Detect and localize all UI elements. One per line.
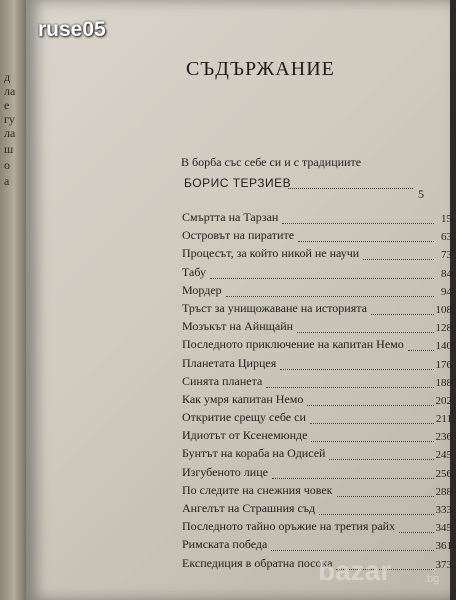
toc-page-number: 245 xyxy=(435,449,452,462)
toc-leader-dots xyxy=(311,441,434,442)
toc-leader-dots xyxy=(310,423,434,424)
spine-fragment: а xyxy=(4,174,10,188)
toc-title: Ангелът на Страшния съд xyxy=(182,501,316,515)
toc-row xyxy=(182,392,452,410)
toc-leader-dots xyxy=(272,478,434,479)
toc-title: Как умря капитан Немо xyxy=(182,391,304,406)
toc-page-number: 345 xyxy=(435,522,452,535)
toc-row xyxy=(182,428,452,446)
spine-fragment: ла xyxy=(4,126,16,140)
intro-page-number: 5 xyxy=(418,187,424,201)
toc-page-number: 236 xyxy=(435,431,452,444)
spine-fragment: е xyxy=(4,98,10,112)
toc-title: Последното приключение на капитан Немо xyxy=(182,337,404,352)
toc-page-number: 73 xyxy=(441,249,452,262)
toc-title: Мозъкът на Айнщайн xyxy=(182,319,294,334)
spine-fragment: ла xyxy=(4,84,16,98)
toc-title: Римската победа xyxy=(182,537,268,552)
toc-row xyxy=(182,501,452,519)
toc-leader-dots xyxy=(329,459,434,460)
toc-leader-dots xyxy=(371,314,434,315)
toc-title: Откритие срещу себе си xyxy=(182,410,306,425)
toc-page-number: 176 xyxy=(435,358,452,371)
toc-page-number: 361 xyxy=(435,540,452,553)
toc-leader-dots xyxy=(298,241,434,242)
toc-title: Процесът, за който никой не научи xyxy=(182,246,360,261)
toc-leader-dots xyxy=(319,514,434,515)
toc-row xyxy=(182,483,452,501)
toc-title: Последното тайно оръжие на третия райх xyxy=(182,519,396,534)
toc-leader-dots xyxy=(363,259,434,260)
toc-page-number: 333 xyxy=(435,504,452,516)
toc-page-number: 202 xyxy=(435,394,452,407)
toc-page-number: 188 xyxy=(435,376,452,389)
toc-title: Тръст за унищожаване на историята xyxy=(182,300,367,315)
spine-fragment: д xyxy=(4,70,11,84)
toc-row xyxy=(182,465,452,483)
toc-title: Островът на пиратите xyxy=(182,228,295,243)
logo-text: bazar xyxy=(318,555,392,586)
toc-leader-dots xyxy=(266,387,434,388)
toc-leader-dots xyxy=(307,405,434,406)
toc-title: Бунтът на кораба на Одисей xyxy=(182,446,326,461)
page-title: СЪДЪРЖАНИЕ xyxy=(186,58,335,80)
logo-suffix: .bg xyxy=(424,573,440,585)
toc-row xyxy=(182,283,452,301)
toc-row xyxy=(182,410,452,428)
toc-page-number: 256 xyxy=(435,467,452,480)
spine-fragment: ш xyxy=(4,142,14,156)
toc-page-number: 288 xyxy=(435,485,452,498)
toc-row xyxy=(182,265,452,283)
seller-watermark: ruse05 xyxy=(38,18,106,41)
toc-page-number: 108 xyxy=(435,303,452,316)
toc-row xyxy=(182,246,452,264)
toc-row xyxy=(182,356,452,374)
book-page xyxy=(26,0,450,600)
toc-leader-dots xyxy=(280,369,434,370)
toc-title: Смъртта на Тарзан xyxy=(182,210,279,224)
toc-leader-dots xyxy=(337,496,434,497)
toc-leader-dots xyxy=(408,350,434,351)
toc-page-number: 15 xyxy=(441,213,452,225)
toc-page-number: 128 xyxy=(435,322,452,335)
toc-title: Планетата Цирцея xyxy=(182,355,277,370)
toc-leader-dots xyxy=(297,332,434,333)
toc-row xyxy=(182,210,452,228)
toc-row xyxy=(182,519,452,537)
toc-title: Идиотът от Ксенемюнде xyxy=(182,428,308,443)
toc-leader-dots xyxy=(282,223,434,224)
intro-author: БОРИС ТЕРЗИЕВ xyxy=(184,176,292,190)
table-of-contents xyxy=(182,210,452,574)
toc-row xyxy=(182,337,452,355)
book-spine-edge xyxy=(0,0,28,600)
toc-title: По следите на снежния човек xyxy=(182,482,333,497)
toc-title: Експедиция в обратна посока xyxy=(182,555,333,570)
intro-title: В борба със себе си и с традициите xyxy=(181,155,362,169)
toc-row xyxy=(182,319,452,337)
toc-page-number: 84 xyxy=(441,267,452,280)
toc-row xyxy=(182,374,452,392)
toc-page-number: 373 xyxy=(435,558,452,571)
bazar-logo xyxy=(316,552,456,590)
toc-title: Изгубеното лице xyxy=(182,464,268,479)
toc-page-number: 140 xyxy=(435,340,452,353)
toc-title: Синята планета xyxy=(182,373,263,388)
toc-title: Табу xyxy=(182,264,207,279)
toc-leader-dots xyxy=(399,532,434,533)
toc-page-number: 63 xyxy=(441,231,452,244)
spine-fragment: гу xyxy=(4,112,15,126)
toc-row xyxy=(182,446,452,464)
spine-fragment: о xyxy=(4,158,10,172)
toc-leader-dots xyxy=(226,296,434,297)
toc-page-number: 211 xyxy=(435,413,452,426)
toc-row xyxy=(182,228,452,246)
intro-leader-dots xyxy=(288,188,413,189)
toc-row xyxy=(182,301,452,319)
toc-title: Мордер xyxy=(182,282,222,297)
toc-leader-dots xyxy=(210,278,434,279)
toc-page-number: 94 xyxy=(441,285,452,298)
